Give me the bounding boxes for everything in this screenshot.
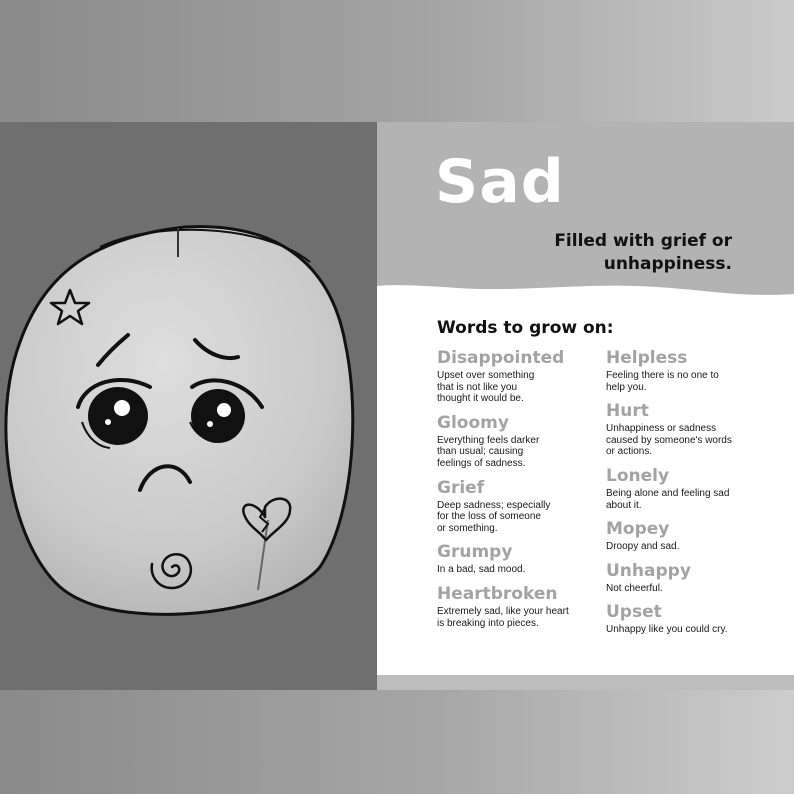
word-definition: Everything feels darker than usual; causing feelings of sadness.	[437, 434, 540, 469]
word-definition: Deep sadness; especially for the loss of someone or something.	[437, 499, 551, 534]
word-term: Upset	[606, 602, 662, 623]
word-definition: Extremely sad, like your heart is breaking into pieces.	[437, 605, 569, 629]
word-definition: Not cheerful.	[606, 582, 663, 594]
word-entry	[437, 478, 607, 535]
word-term: Unhappy	[606, 560, 691, 581]
word-term: Lonely	[606, 465, 670, 486]
word-entry	[606, 561, 776, 595]
word-term: Grief	[437, 477, 485, 498]
sad-face-illustration	[0, 122, 377, 690]
word-term: Gloomy	[437, 412, 509, 433]
word-entry	[437, 584, 607, 629]
illustration-page	[0, 122, 377, 690]
word-definition: Droopy and sad.	[606, 541, 680, 553]
page-title: Sad	[435, 147, 565, 217]
word-definition: In a bad, sad mood.	[437, 564, 526, 576]
page-subtitle: Filled with grief or unhappiness.	[554, 231, 732, 274]
word-term: Hurt	[606, 401, 649, 422]
word-definition: Unhappiness or sadness caused by someone's words or actions.	[606, 423, 732, 458]
word-term: Mopey	[606, 519, 670, 540]
word-entry	[606, 519, 776, 553]
face-outline	[6, 227, 353, 615]
words-column-right	[606, 348, 776, 644]
words-heading: Words to grow on:	[437, 318, 614, 338]
word-definition: Being alone and feeling sad about it.	[606, 487, 730, 511]
word-entry	[606, 401, 776, 458]
word-term: Disappointed	[437, 348, 565, 368]
word-term: Grumpy	[437, 542, 513, 563]
words-column-left	[437, 348, 607, 637]
word-entry	[437, 413, 607, 470]
word-definition: Upset over something that is not like you thought it would be.	[437, 370, 535, 405]
background-top	[0, 0, 794, 122]
word-definition: Feeling there is no one to help you.	[606, 370, 719, 393]
word-term: Heartbroken	[437, 583, 558, 604]
background-bottom	[0, 690, 794, 794]
word-entry	[437, 348, 607, 405]
word-term: Helpless	[606, 348, 688, 368]
word-entry	[606, 466, 776, 511]
word-definition: Unhappy like you could cry.	[606, 624, 728, 636]
word-entry	[606, 348, 776, 393]
footer-band	[377, 675, 794, 690]
word-entry	[606, 602, 776, 636]
word-entry	[437, 542, 607, 576]
vocabulary-page	[377, 122, 794, 690]
